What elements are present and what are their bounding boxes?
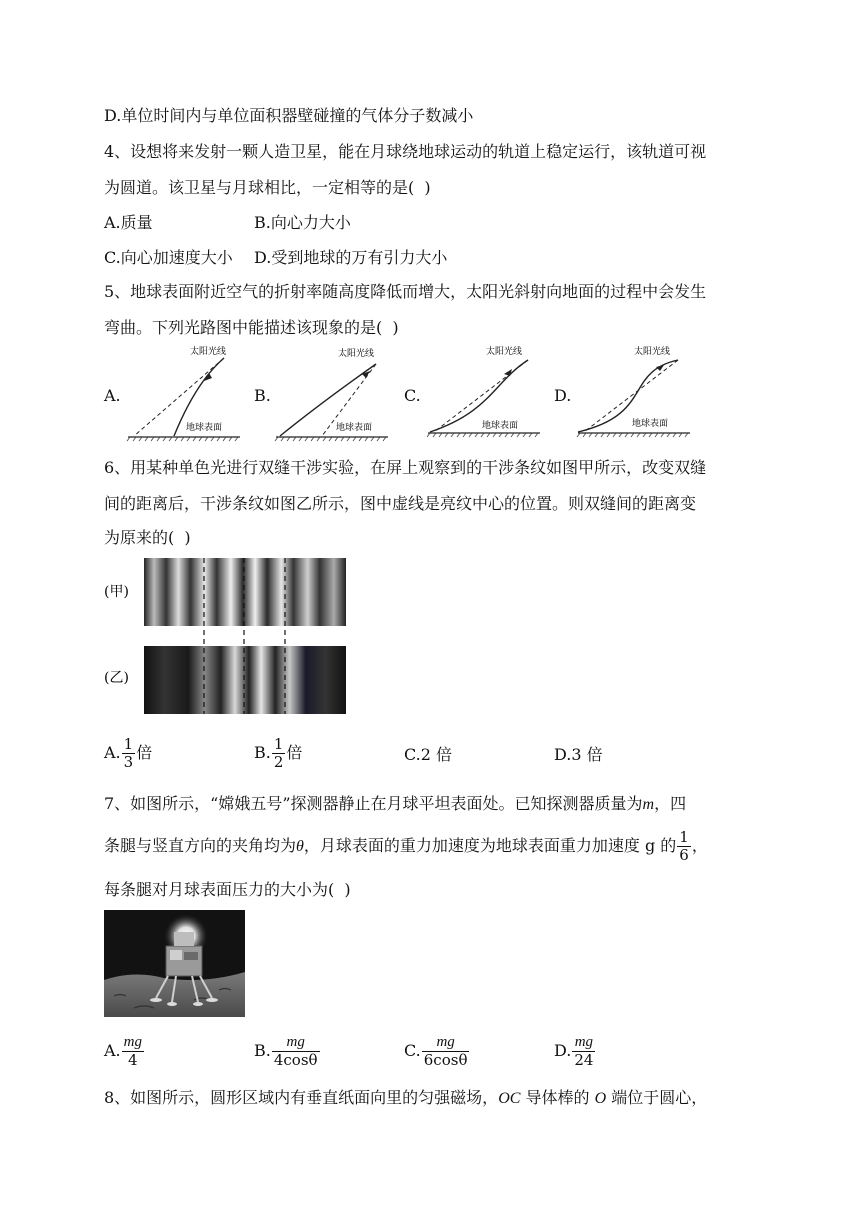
sunlight-label: 太阳光线 bbox=[634, 346, 671, 356]
question-7-line-3: 每条腿对月球表面压力的大小为( ) bbox=[104, 880, 351, 899]
surface-label: 地球表面 bbox=[336, 422, 373, 432]
option-d-q3: D.单位时间内与单位面积器壁碰撞的气体分子数减小 bbox=[104, 106, 474, 125]
question-4-line-2: 为圆道。该卫星与月球相比，一定相等的是( ) bbox=[104, 178, 431, 197]
question-5-line-1: 5、地球表面附近空气的折射率随高度降低而增大，太阳光斜射向地面的过程中会发生 bbox=[104, 282, 707, 301]
question-6-line-3: 为原来的( ) bbox=[104, 528, 191, 547]
surface-label: 地球表面 bbox=[186, 422, 223, 432]
question-8-line-1: 8、如图所示，圆形区域内有垂直纸面向里的匀强磁场，OC 导体棒的 O 端位于圆心， bbox=[104, 1088, 708, 1107]
fringe-pattern-yi bbox=[144, 646, 346, 714]
q6-option-d: D.3 倍 bbox=[554, 745, 603, 764]
label-jia: (甲) bbox=[104, 584, 129, 600]
q7-option-d: D. $\frac{mg}{24}$ bbox=[554, 1034, 594, 1069]
question-6-line-2: 间的距离后，干涉条纹如图乙所示，图中虚线是亮纹中心的位置。则双缝间的距离变 bbox=[104, 494, 697, 513]
q5-diagram-a bbox=[124, 342, 244, 442]
q7-option-a: A. $\frac{mg}{4}$ bbox=[104, 1034, 142, 1069]
sunlight-label: 太阳光线 bbox=[190, 346, 227, 356]
surface-label: 地球表面 bbox=[632, 418, 669, 428]
q4-option-b: B.向心力大小 bbox=[254, 213, 351, 232]
sunlight-label: 太阳光线 bbox=[338, 348, 375, 358]
sunlight-label: 太阳光线 bbox=[486, 346, 523, 356]
q7-option-b: B. $\frac{mg}{4\cos\theta}$ bbox=[254, 1034, 318, 1069]
q6-option-a: A. $\frac{1}{3}$ 倍 bbox=[104, 735, 153, 771]
q4-option-c: C.向心加速度大小 bbox=[104, 248, 233, 267]
question-5-line-2: 弯曲。下列光路图中能描述该现象的是( ) bbox=[104, 318, 399, 337]
interference-fringe-figure bbox=[104, 556, 348, 716]
q5-option-c-label: C. bbox=[404, 386, 421, 405]
question-4-line-1: 4、设想将来发射一颗人造卫星，能在月球绕地球运动的轨道上稳定运行，该轨道可视 bbox=[104, 142, 707, 161]
q5-diagram-c bbox=[424, 342, 544, 442]
q6-option-c: C.2 倍 bbox=[404, 745, 453, 764]
question-7-line-2: 条腿与竖直方向的夹角均为θ，月球表面的重力加速度为地球表面重力加速度 g 的 $\frac{1}{6}$ ， bbox=[104, 828, 708, 864]
q5-diagram-b bbox=[272, 342, 392, 442]
q5-option-d-label: D. bbox=[554, 386, 572, 405]
surface-label: 地球表面 bbox=[482, 420, 519, 430]
q4-option-a: A.质量 bbox=[104, 213, 153, 232]
q5-option-b-label: B. bbox=[254, 386, 271, 405]
q6-option-b: B. $\frac{1}{2}$ 倍 bbox=[254, 735, 303, 771]
fringe-pattern-jia bbox=[144, 558, 346, 626]
q7-option-c: C. $\frac{mg}{6\cos\theta}$ bbox=[404, 1034, 468, 1069]
q5-diagram-d bbox=[574, 342, 694, 442]
question-7-line-1: 7、如图所示，“嫦娥五号”探测器静止在月球平坦表面处。已知探测器质量为m，四 bbox=[104, 794, 687, 813]
question-6-line-1: 6、用某种单色光进行双缝干涉实验，在屏上观察到的干涉条纹如图甲所示，改变双缝 bbox=[104, 458, 707, 477]
label-yi: (乙) bbox=[104, 670, 129, 686]
lunar-lander-photo bbox=[104, 910, 245, 1017]
q4-option-d: D.受到地球的万有引力大小 bbox=[254, 248, 448, 267]
q5-option-a-label: A. bbox=[104, 386, 121, 405]
